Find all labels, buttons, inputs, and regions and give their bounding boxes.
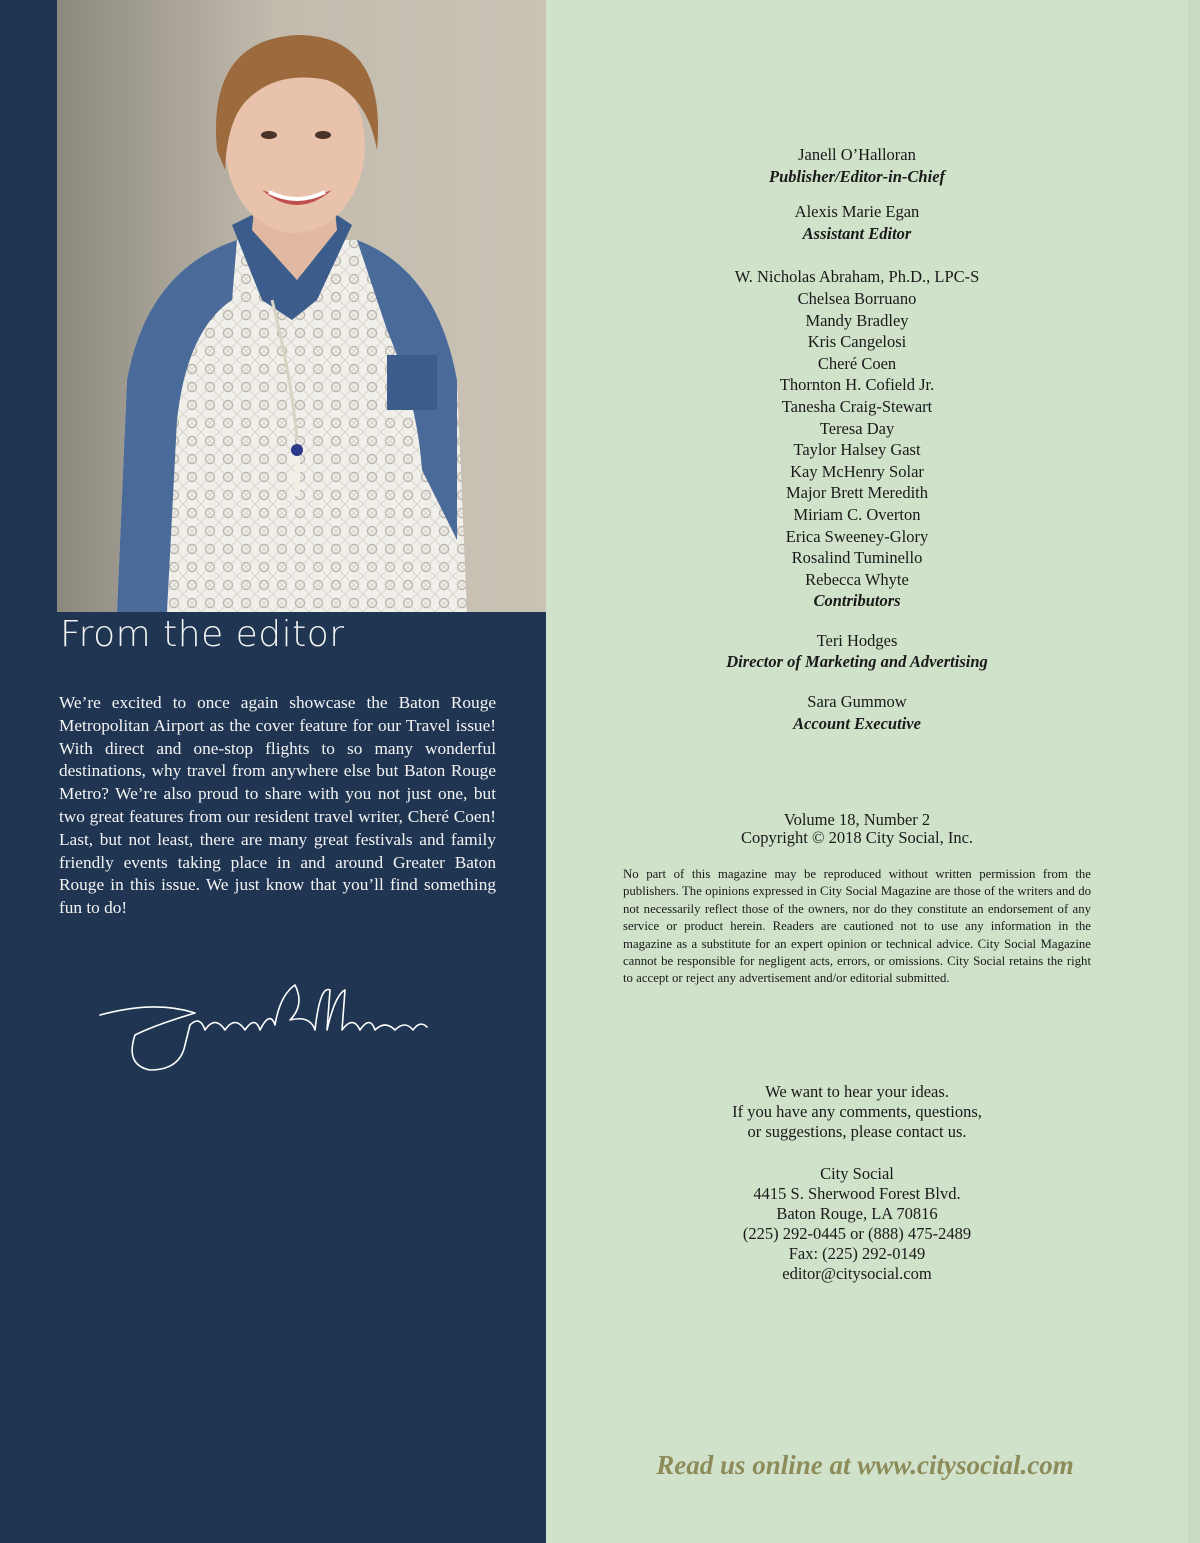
contributor-name: Teresa Day <box>819 418 895 438</box>
contact-info <box>600 1082 1114 1284</box>
editor-heading: From the editor <box>60 614 345 655</box>
publisher-name: Janell O’Halloran <box>798 145 916 164</box>
contributor-name: Mandy Bradley <box>805 310 909 330</box>
fax-number: Fax: (225) 292-0149 <box>788 1244 926 1263</box>
copyright-notice: Copyright © 2018 City Social, Inc. <box>740 827 974 847</box>
email-link[interactable]: editor@citysocial.com <box>782 1264 932 1283</box>
read-online-link[interactable]: Read us online at www.citysocial.com <box>656 1450 1074 1480</box>
editor-portrait-photo <box>57 0 546 612</box>
marketing-director-role: Director of Marketing and Advertising <box>726 652 988 672</box>
contributor-name: Major Brett Meredith <box>785 483 929 503</box>
assistant-editor-name: Alexis Marie Egan <box>794 202 920 222</box>
contact-intro-line: or suggestions, please contact us. <box>747 1122 967 1141</box>
contributor-name: Thornton H. Cofield Jr. <box>779 375 935 395</box>
left-edge-strip <box>0 0 57 1543</box>
contact-intro-line: We want to hear your ideas. <box>765 1082 949 1101</box>
contributor-name: Rebecca Whyte <box>805 569 909 589</box>
right-edge-strip <box>1188 0 1200 1543</box>
contributors-role: Contributors <box>813 591 901 611</box>
portrait-illustration <box>57 0 546 612</box>
editor-signature <box>95 975 430 1075</box>
phone-numbers: (225) 292-0445 or (888) 475-2489 <box>742 1224 972 1243</box>
contributor-name: Kay McHenry Solar <box>790 461 924 481</box>
company-name: City Social <box>820 1164 894 1183</box>
contributor-name: Cheré Coen <box>817 353 897 373</box>
volume-number: Volume 18, Number 2 <box>783 810 931 829</box>
legal-disclaimer: No part of this magazine may be reproduced without written permission from the publishers. The opinions expressed in City Social Magazine are those of the writers and do not necessarily reflect those of the owners, nor do they constitute an endorsement of any service or product herein. Readers are cautioned not to use any information in the magazine as a substitute for an expert opinion or technical advice. City Social Magazine cannot be responsible for negligent acts, errors, or omissions. City Social retains the right to accept or reject any advertisement and/or editorial submitted. <box>623 867 1091 986</box>
contributor-name: Kris Cangelosi <box>807 332 907 352</box>
contributor-name: Miriam C. Overton <box>793 504 921 524</box>
account-executive-name: Sara Gummow <box>807 692 907 712</box>
contributor-name: W. Nicholas Abraham, Ph.D., LPC-S <box>734 267 980 287</box>
issue-info <box>600 811 1114 846</box>
publisher-role: Publisher/Editor-in-Chief <box>768 166 946 186</box>
assistant-editor-role: Assistant Editor <box>802 223 912 243</box>
account-executive-role: Account Executive <box>793 713 921 733</box>
contributor-name: Tanesha Craig-Stewart <box>781 396 933 416</box>
marketing-director-name: Teri Hodges <box>816 630 898 650</box>
contact-intro-line: If you have any comments, questions, <box>732 1102 982 1121</box>
contributor-name: Taylor Halsey Gast <box>793 440 921 460</box>
city-state-zip: Baton Rouge, LA 70816 <box>776 1204 938 1223</box>
contributor-name: Erica Sweeney-Glory <box>785 526 929 546</box>
contributor-name: Rosalind Tuminello <box>791 548 923 568</box>
street-address: 4415 S. Sherwood Forest Blvd. <box>753 1184 961 1203</box>
editor-letter-body: We’re excited to once again showcase the Baton Rouge Metropolitan Airport as the cover feature for our Travel issue! With direct and one-stop flights to so many wonderful destinations, why travel from anywhere else but Baton Rouge Metro? We’re also proud to share with you not just one, but two great features from our resident travel writer, Cheré Coen! Last, but not least, there are many great festivals and family friendly events taking place in and around Greater Baton Rouge in this issue. We just know that you’ll find something fun to do! <box>59 693 496 918</box>
contributor-name: Chelsea Borruano <box>797 288 917 308</box>
masthead <box>600 144 1114 734</box>
